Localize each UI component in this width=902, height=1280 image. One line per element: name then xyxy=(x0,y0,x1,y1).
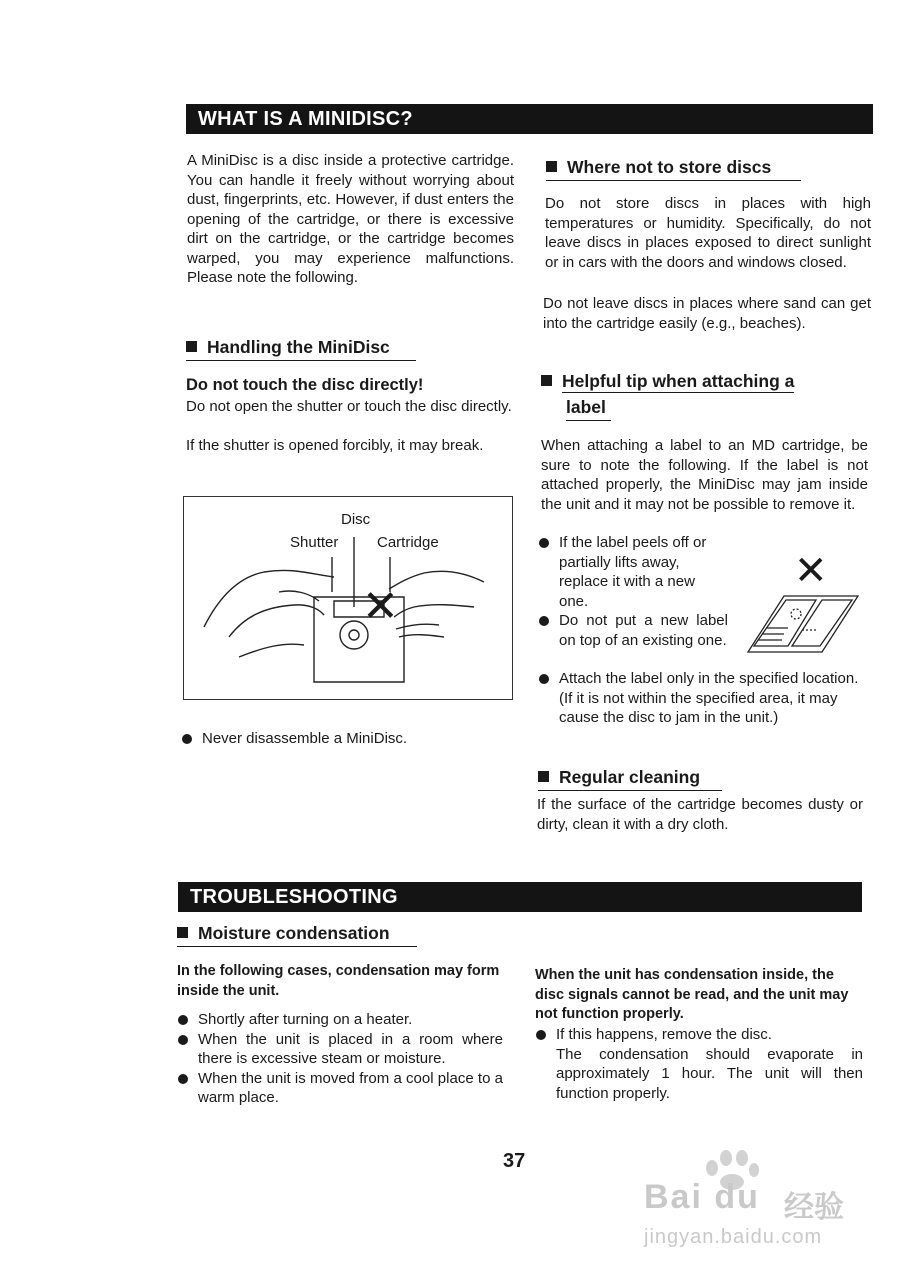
moisture-right-bullet-1: If this happens, remove the disc. xyxy=(556,1026,772,1043)
square-bullet-icon xyxy=(186,341,197,352)
moisture-heading-text: Moisture condensation xyxy=(198,923,390,943)
where-not-text-2: Do not leave discs in places where sand can get into the cartridge easily (e.g., beaches). xyxy=(543,295,871,332)
list-item: Never disassemble a MiniDisc. xyxy=(181,729,511,749)
list-item: Attach the label only in the specified location. (If it is not within the specified area, it may cause the disc to jam in the unit.) xyxy=(538,669,868,728)
watermark-brand: Bai du xyxy=(644,1178,760,1216)
list-item xyxy=(535,1025,863,1103)
handling-heading-text: Handling the MiniDisc xyxy=(207,337,390,357)
where-not-heading-text: Where not to store discs xyxy=(567,157,772,177)
minidisc-handling-figure xyxy=(183,496,513,700)
label-tip-heading-line2: label xyxy=(566,397,606,417)
watermark-cn: 经验 xyxy=(784,1191,844,1224)
moisture-left-bold: In the following cases, condensation may form inside the unit. xyxy=(177,963,500,999)
hands-cartridge-illustration xyxy=(184,497,511,697)
section-banner-troubleshooting xyxy=(178,882,862,912)
handling-bullets xyxy=(181,729,511,749)
list-item: When the unit is moved from a cool place to a warm place. xyxy=(177,1069,503,1108)
figure-label-cartridge: Cartridge xyxy=(377,534,439,551)
section-title: TROUBLESHOOTING xyxy=(190,886,398,908)
label-tip-intro: When attaching a label to an MD cartridge, be sure to note the following. If the label is not attached properly, the MiniDisc may jam inside the unit and it may not be possible to remove it. xyxy=(541,437,868,513)
moisture-left-bullets xyxy=(177,1010,503,1108)
label-tip-bullets-short xyxy=(538,533,728,650)
moisture-right-bullet-2: The condensation should evaporate in approximately 1 hour. The unit will then function properly. xyxy=(556,1045,863,1102)
label-tip-heading-line1: Helpful tip when attaching a xyxy=(562,371,795,391)
label-tip-bullets-long xyxy=(538,669,868,728)
where-not-store-heading xyxy=(546,156,801,181)
where-not-text-1: Do not store discs in places with high temperatures or humidity. Specifically, do not leave discs in places exposed to direct sunlight or in cars with the doors and windows closed. xyxy=(545,195,871,271)
handling-heading xyxy=(186,336,416,361)
list-item: When the unit is placed in a room where there is excessive steam or moisture. xyxy=(177,1030,503,1069)
handling-text-1: Do not open the shutter or touch the disc directly. xyxy=(186,398,512,415)
labeled-cartridge-illustration xyxy=(744,590,864,660)
label-tip-heading xyxy=(541,370,829,395)
moisture-right-bold: When the unit has condensation inside, the disc signals cannot be read, and the unit may not function properly. xyxy=(535,967,849,1022)
square-bullet-icon xyxy=(541,375,552,386)
moisture-right-bullets xyxy=(535,1025,863,1103)
section-title: WHAT IS A MINIDISC? xyxy=(198,108,413,130)
list-item: Shortly after turning on a heater. xyxy=(177,1010,503,1030)
prohibited-x-icon: ✕ xyxy=(794,549,828,593)
figure-label-shutter: Shutter xyxy=(290,534,339,551)
baidu-watermark xyxy=(644,1150,854,1260)
square-bullet-icon xyxy=(177,927,188,938)
cleaning-heading xyxy=(538,766,722,791)
cleaning-text: If the surface of the cartridge becomes dusty or dirty, clean it with a dry cloth. xyxy=(537,796,863,833)
prohibited-x-icon: ✕ xyxy=(362,582,399,631)
list-item: Do not put a new label on top of an existing one. xyxy=(538,611,728,650)
handling-text-2: If the shutter is opened forcibly, it may break. xyxy=(186,437,484,454)
figure-label-disc: Disc xyxy=(341,511,371,528)
intro-paragraph: A MiniDisc is a disc inside a protective cartridge. You can handle it freely without worrying about dust, fingerprints, etc. However, if dust enters the opening of the cartridge, or there is excessive dirt on the cartridge, or the cartridge becomes warped, you may experience malfunctions. Please note the following. xyxy=(187,152,514,286)
watermark-url: jingyan.baidu.com xyxy=(644,1226,823,1248)
cleaning-heading-text: Regular cleaning xyxy=(559,767,701,787)
square-bullet-icon xyxy=(538,771,549,782)
list-item: If the label peels off or partially lifts away, replace it with a new one. xyxy=(538,533,728,611)
handling-subheading: Do not touch the disc directly! xyxy=(186,376,424,394)
moisture-heading xyxy=(177,922,417,947)
section-banner-what-is xyxy=(186,104,873,134)
square-bullet-icon xyxy=(546,161,557,172)
label-tip-heading-2 xyxy=(566,396,611,421)
page-number: 37 xyxy=(503,1150,526,1172)
